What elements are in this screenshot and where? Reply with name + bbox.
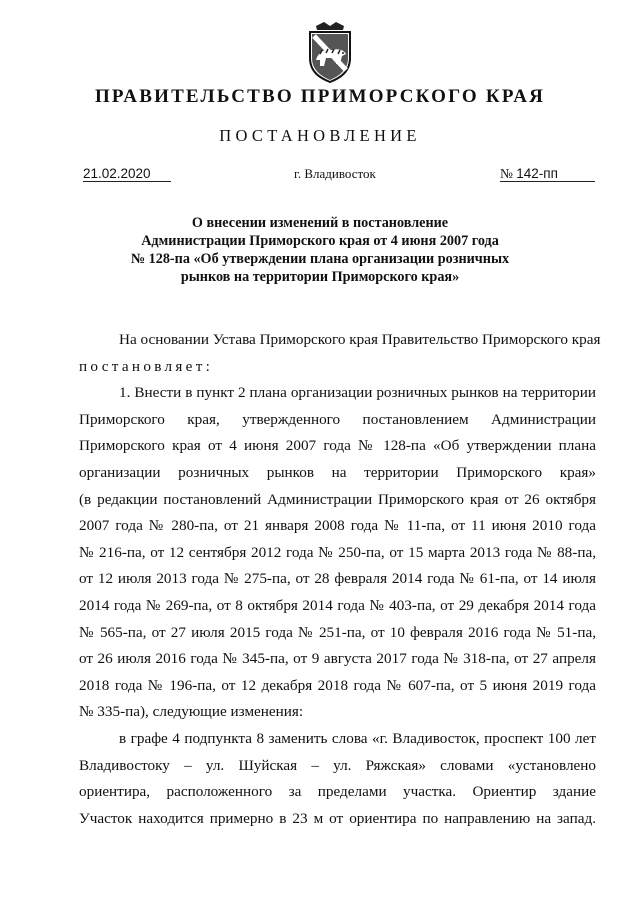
body-line: 2007 года № 280-па, от 21 января 2008 года № 11-па, от 11 июня 2010 года (79, 517, 596, 535)
subject-line: рынков на территории Приморского края» (180, 269, 460, 285)
document-body (79, 327, 601, 832)
body-line: № 335-па), следующие изменения: (79, 703, 304, 721)
body-line: Приморского края от 4 июня 2007 года № 128-па «Об утверждении плана (79, 437, 596, 455)
body-line: 2014 года № 269-па, от 8 октября 2014 года № 403-па, от 29 декабря 2014 года (79, 596, 596, 614)
document-number (500, 166, 595, 182)
document-city: г. Владивосток (294, 166, 376, 181)
body-line: организации розничных рынков на территории Приморского края» (79, 463, 596, 481)
document-type: ПОСТАНОВЛЕНИЕ (219, 126, 421, 145)
body-line: 1. Внести в пункт 2 плана организации розничных рынков на территории (119, 384, 596, 402)
subject-line: № 128-па «Об утверждении плана организации розничных (130, 251, 510, 267)
document-date: 21.02.2020 (83, 166, 171, 182)
number-sign: № (500, 166, 513, 181)
document-subject (100, 214, 540, 286)
subject-line: Администрации Приморского края от 4 июня 2007 года (141, 233, 499, 249)
body-line: постановляет: (79, 357, 214, 375)
body-line: 2018 года № 196-па, от 12 декабря 2018 года № 607-па, от 5 июня 2019 года (79, 676, 596, 694)
body-line: Участок находится примерно в 23 м от ориентира по направлению на запад. (79, 809, 596, 827)
number-value: 142-пп (516, 166, 558, 181)
body-line: (в редакции постановлений Администрации Приморского края от 26 октября (79, 490, 596, 508)
body-line: № 565-па, от 27 июля 2015 года № 251-па, от 10 февраля 2016 года № 51-па, (79, 623, 596, 641)
body-line: от 26 июля 2016 года № 345-па, от 9 августа 2017 года № 318-па, от 27 апреля (79, 650, 596, 668)
subject-line: О внесении изменений в постановление (191, 215, 449, 231)
body-line: ориентира, расположенного за пределами участка. Ориентир здание (79, 783, 596, 801)
body-line: Владивостоку – ул. Шуйская – ул. Ряжская» словами «установлено (79, 756, 596, 774)
government-title: ПРАВИТЕЛЬСТВО ПРИМОРСКОГО КРАЯ (94, 86, 546, 107)
coat-of-arms-icon (302, 20, 358, 84)
body-line: № 216-па, от 12 сентября 2012 года № 250-па, от 15 марта 2013 года № 88-па, (79, 543, 596, 561)
body-line: в графе 4 подпункта 8 заменить слова «г. Владивосток, проспект 100 лет (119, 729, 596, 747)
body-line: На основании Устава Приморского края Правительство Приморского края (119, 331, 601, 348)
body-line: Приморского края, утвержденного постановлением Администрации (79, 410, 596, 428)
body-line: от 12 июля 2013 года № 275-па, от 28 февраля 2014 года № 61-па, от 14 июля (79, 570, 596, 588)
